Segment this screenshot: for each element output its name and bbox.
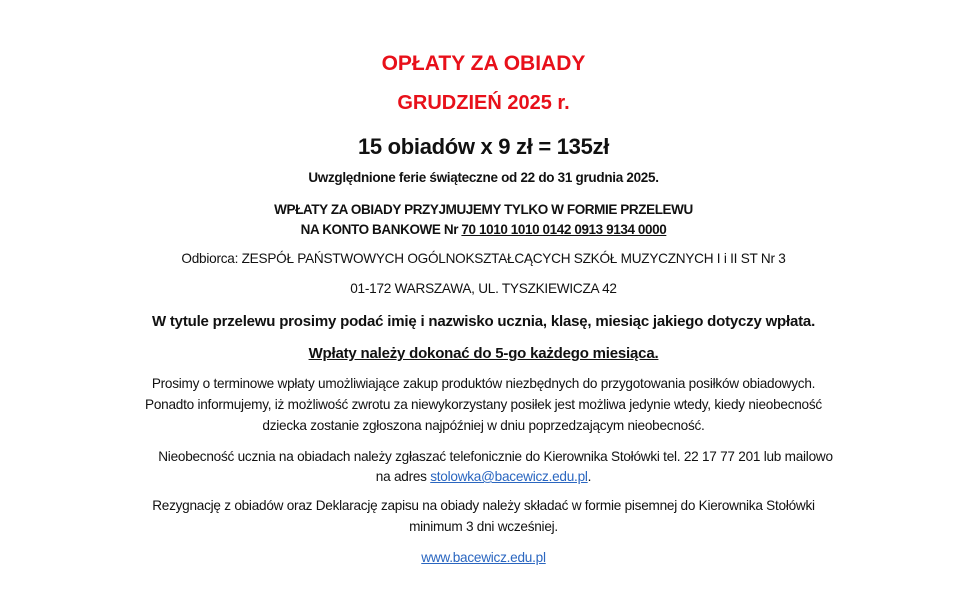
para3-line1: Rezygnację z obiadów oraz Deklarację zapisu na obiady należy składać w formie pisemnej do Kierownika Stołówki — [152, 498, 815, 513]
para1-line3: dziecka zostanie zgłoszona najpóźniej w dniu poprzedzającym nieobecność. — [262, 418, 705, 433]
transfer-info-line1: WPŁATY ZA OBIADY PRZYJMUJEMY TYLKO W FORMIE PRZELEWU — [274, 202, 693, 217]
account-number: 70 1010 1010 0142 0913 9134 0000 — [461, 222, 667, 237]
para1-line2: Ponadto informujemy, iż możliwość zwrotu za niewykorzystany posiłek jest możliwa jedynie wtedy, kiedy nieobecność — [145, 397, 822, 412]
account-label: NA KONTO BANKOWE Nr — [300, 222, 462, 237]
payment-deadline — [0, 346, 967, 361]
website-line — [0, 551, 967, 565]
para2-line2 — [0, 470, 967, 484]
holiday-note: Uwzględnione ferie świąteczne od 22 do 31 grudnia 2025. — [308, 170, 659, 185]
payment-deadline-text: Wpłaty należy dokonać do 5-go każdego miesiąca. — [308, 345, 659, 362]
transfer-info-line2 — [0, 223, 967, 237]
recipient: Odbiorca: ZESPÓŁ PAŃSTWOWYCH OGÓLNOKSZTAŁCĄCYCH SZKÓŁ MUZYCZNYCH I i II ST Nr 3 — [181, 251, 786, 266]
transfer-title-note: W tytule przelewu prosimy podać imię i nazwisko ucznia, klasę, miesiąc jakiego dotyczy wpłata. — [151, 313, 816, 330]
para2-line1: Nieobecność ucznia na obiadach należy zgłaszać telefonicznie do Kierownika Stołówki tel. 22 17 77 201 lub mailowo — [158, 449, 833, 464]
para1-line1: Prosimy o terminowe wpłaty umożliwiające zakup produktów niezbędnych do przygotowania posiłków obiadowych. — [151, 376, 816, 391]
page-title: OPŁATY ZA OBIADY — [381, 52, 586, 75]
price-formula: 15 obiadów x 9 zł = 135zł — [357, 134, 610, 159]
para3-line2: minimum 3 dni wcześniej. — [409, 519, 558, 534]
month-heading: GRUDZIEŃ 2025 r. — [397, 92, 570, 114]
email-link[interactable]: stolowka@bacewicz.edu.pl — [430, 469, 588, 484]
para2-prefix: na adres — [375, 469, 431, 484]
website-link[interactable]: www.bacewicz.edu.pl — [421, 550, 546, 565]
recipient-address: 01-172 WARSZAWA, UL. TYSZKIEWICZA 42 — [350, 281, 617, 296]
para2-suffix: . — [587, 469, 592, 484]
